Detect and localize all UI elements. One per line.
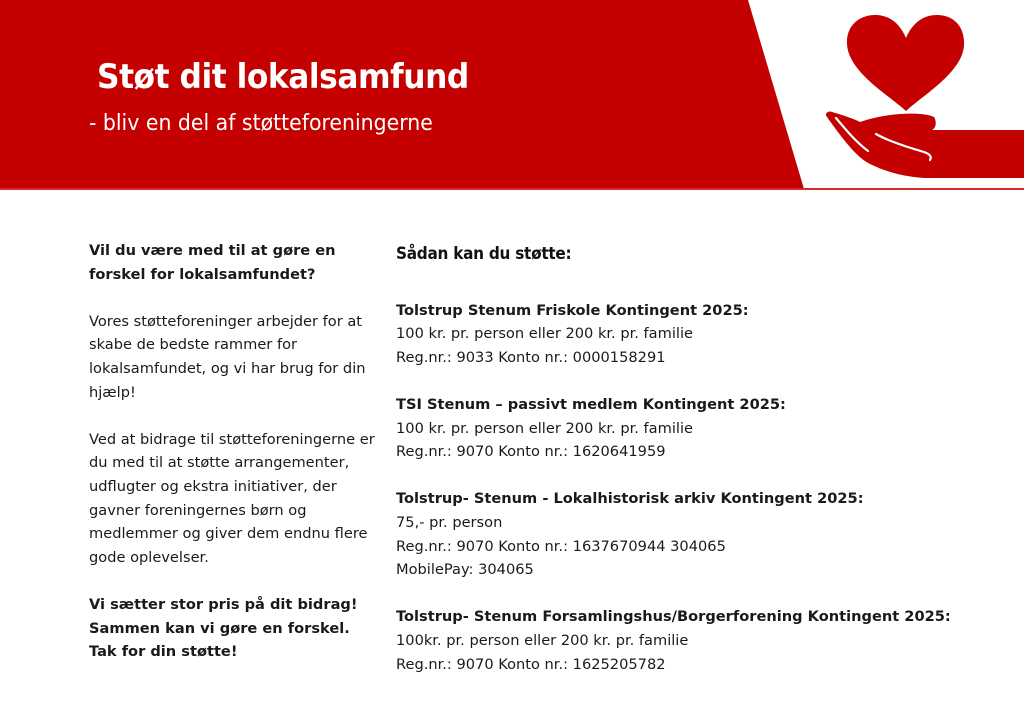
organization-block-friskole — [396, 299, 1016, 370]
intro-heading — [89, 239, 379, 286]
intro-paragraph: Vores støtteforeninger arbejder for at skabe de bedste rammer for lokalsamfundet, og vi har brug for din hjælp! — [89, 312, 366, 401]
membership-price: 75,- pr. person — [396, 513, 503, 531]
organization-title: TSI Stenum – passivt medlem Kontingent 2025: — [396, 395, 786, 413]
closing-message — [89, 593, 379, 664]
support-heading: Sådan kan du støtte: — [396, 244, 572, 264]
organization-title: Tolstrup- Stenum - Lokalhistorisk arkiv Kontingent 2025: — [396, 490, 864, 508]
mobilepay-number: MobilePay: 304065 — [396, 561, 534, 579]
intro-heading-line: forskel for lokalsamfundet? — [89, 265, 316, 283]
organization-title: Tolstrup Stenum Friskole Kontingent 2025: — [396, 301, 749, 319]
bank-account: Reg.nr.: 9070 Konto nr.: 1625205782 — [396, 655, 666, 673]
organization-title: Tolstrup- Stenum Forsamlingshus/Borgerforening Kontingent 2025: — [396, 608, 951, 626]
closing-line: Tak for din støtte! — [89, 643, 238, 661]
organization-block-lokalhistorisk-arkiv — [396, 487, 1016, 581]
bank-account: Reg.nr.: 9070 Konto nr.: 1637670944 304065 — [396, 537, 726, 555]
heart-in-hand-icon — [820, 14, 1024, 190]
contribution-paragraph: Ved at bidrage til støtteforeningerne er du med til at støtte arrangementer, udflugter og ekstra initiativer, der gavner foreningernes børn og medlemmer og giver dem endnu flere gode oplevelser. — [89, 430, 375, 566]
bank-account: Reg.nr.: 9033 Konto nr.: 0000158291 — [396, 348, 666, 366]
hand-icon — [826, 111, 1024, 178]
membership-price: 100 kr. pr. person eller 200 kr. pr. familie — [396, 419, 693, 437]
organization-block-tsi — [396, 393, 1016, 464]
page-title: Støt dit lokalsamfund — [97, 57, 469, 97]
membership-price: 100kr. pr. person eller 200 kr. pr. familie — [396, 631, 689, 649]
membership-price: 100 kr. pr. person eller 200 kr. pr. familie — [396, 325, 693, 343]
organization-block-forsamlingshus — [396, 605, 1016, 676]
intro-heading-line: Vil du være med til at gøre en — [89, 242, 336, 259]
intro-column — [89, 239, 379, 687]
closing-line: Vi sætter stor pris på dit bidrag! — [89, 595, 358, 613]
bank-account: Reg.nr.: 9070 Konto nr.: 1620641959 — [396, 443, 666, 461]
heart-icon — [847, 15, 964, 111]
closing-line: Sammen kan vi gøre en forskel. — [89, 619, 350, 637]
support-options-column — [396, 243, 1016, 700]
page-subtitle: - bliv en del af støtteforeningerne — [89, 111, 433, 136]
